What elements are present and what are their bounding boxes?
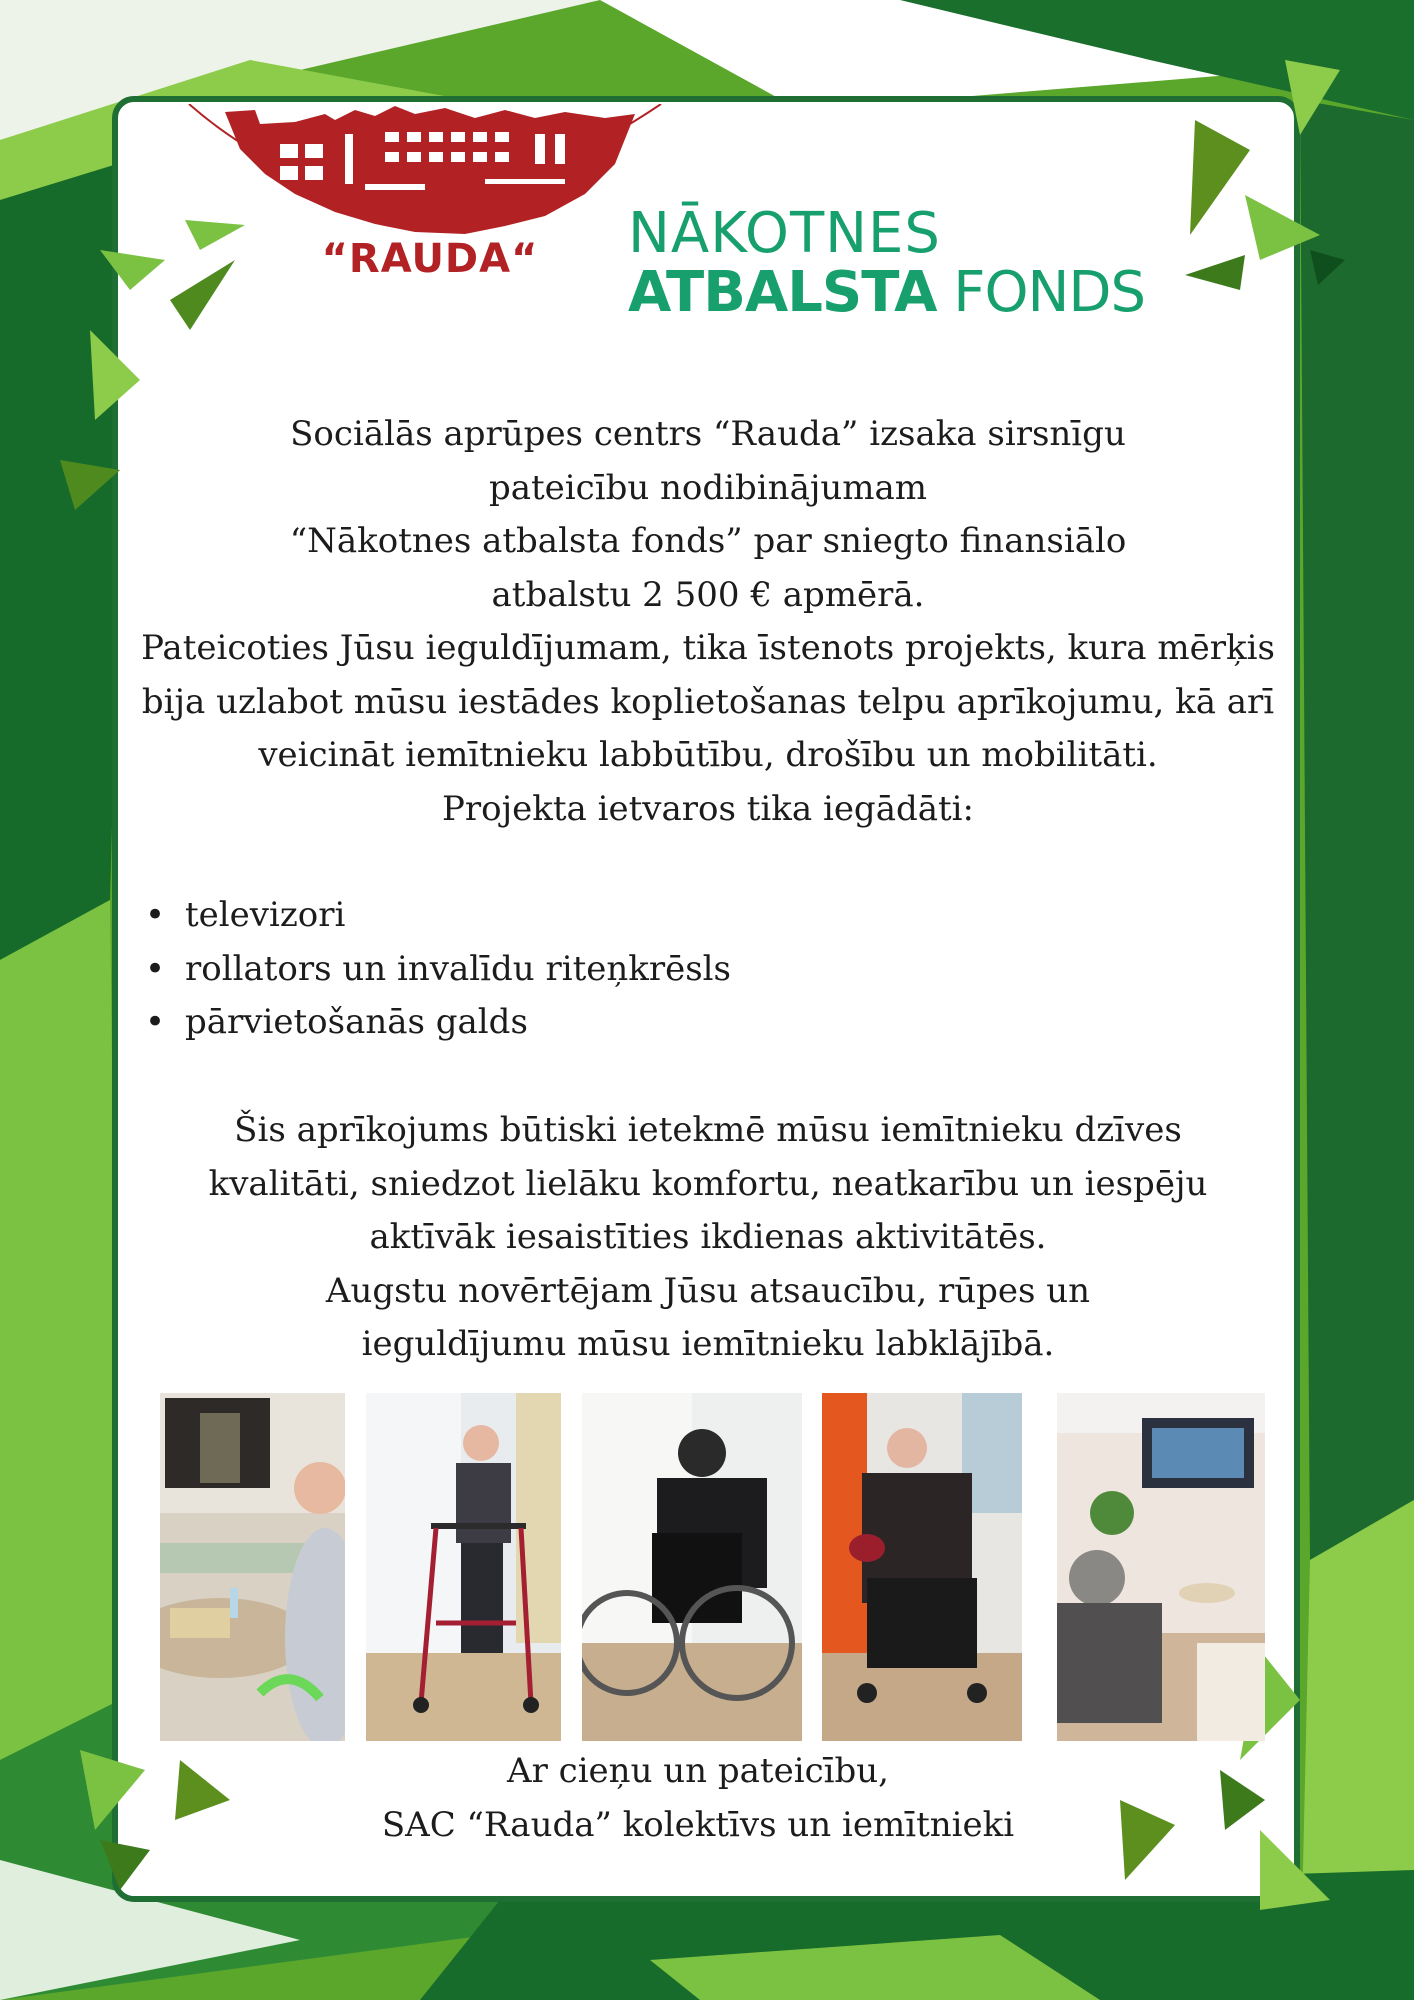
intro-paragraph-4: Projekta ietvaros tika iegādāti: bbox=[442, 788, 974, 829]
closing-line-2: SAC “Rauda” kolektīvs un iemītnieki bbox=[381, 1804, 1015, 1845]
closing-text bbox=[118, 1745, 1278, 1852]
list-item: • pārvietošanās galds bbox=[145, 996, 731, 1050]
closing-line-1: Ar cieņu un pateicību, bbox=[507, 1751, 889, 1791]
impact-paragraph-1: Šis aprīkojums būtiski ietekmē mūsu iemītnieku dzīves kvalitāti, sniedzot lielāku komfortu, neatkarību un iespēju aktīvāk iesaistīties ikdienas aktivitātēs. bbox=[208, 1110, 1208, 1257]
list-item: • televizori bbox=[145, 889, 731, 943]
fund-logo bbox=[628, 201, 1146, 325]
photo-rollator-resident bbox=[822, 1393, 1022, 1741]
purchased-items-list bbox=[145, 889, 731, 1050]
rauda-logo-text: “RAUDA“ bbox=[321, 236, 539, 282]
intro-text bbox=[118, 408, 1298, 836]
fund-logo-regular: FONDS bbox=[953, 260, 1146, 325]
photo-tv-room bbox=[160, 1393, 345, 1741]
intro-paragraph-3: Pateicoties Jūsu ieguldījumam, tika īstenots projekts, kura mērķis bija uzlabot mūsu iestādes koplietošanas telpu aprīkojumu, kā arī veicināt iemītnieku labbūtību, drošību un mobilitāti. bbox=[141, 628, 1275, 775]
fund-logo-line2 bbox=[628, 262, 1145, 324]
photo-lounge bbox=[1057, 1393, 1265, 1741]
photo-rollator bbox=[366, 1393, 561, 1741]
photo-wheelchair bbox=[582, 1393, 802, 1741]
fund-logo-line1: NĀKOTNES bbox=[628, 201, 941, 266]
fund-logo-bold: ATBALSTA bbox=[628, 260, 937, 325]
list-item: • rollators un invalīdu riteņkrēsls bbox=[145, 943, 731, 997]
impact-paragraph-2: Augstu novērtējam Jūsu atsaucību, rūpes un ieguldījumu mūsu iemītnieku labklājībā. bbox=[325, 1270, 1091, 1364]
intro-paragraph-2: “Nākotnes atbalsta fonds” par sniegto finansiālo atbalstu 2 500 € apmērā. bbox=[289, 521, 1127, 615]
impact-text bbox=[118, 1104, 1298, 1372]
intro-paragraph-1: Sociālās aprūpes centrs “Rauda” izsaka sirsnīgu pateicību nodibinājumam bbox=[290, 414, 1126, 508]
